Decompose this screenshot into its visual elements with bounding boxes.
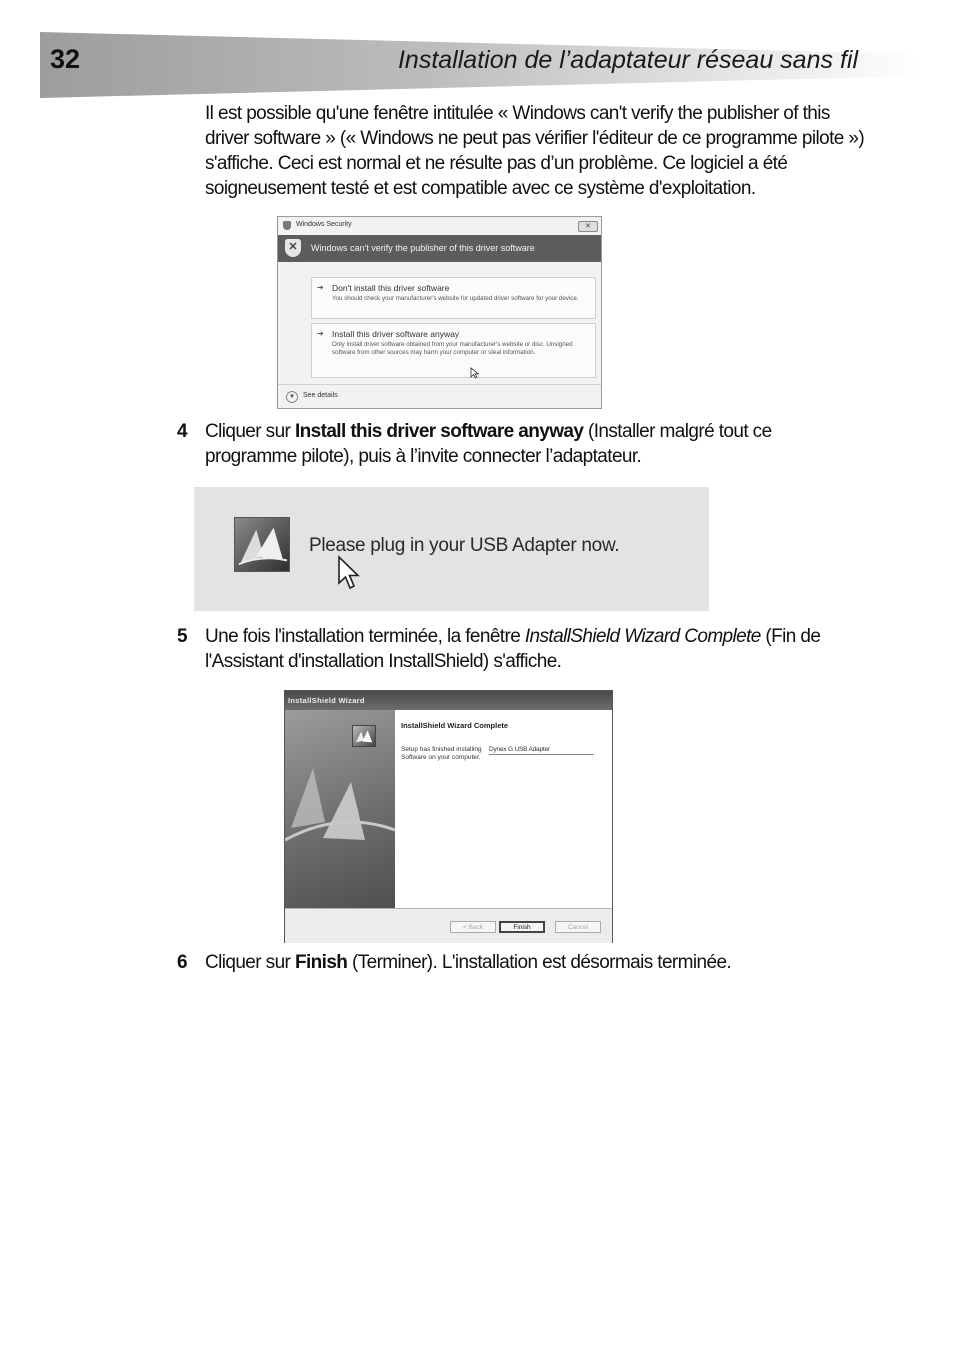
finish-button[interactable]: Finish (499, 921, 545, 933)
intro-line: Il est possible qu'une fenêtre intitulée « Windows can't verify the publisher of this (205, 103, 830, 124)
back-button[interactable]: < Back (450, 921, 496, 933)
installshield-dialog (284, 690, 613, 943)
install-anyway-option[interactable] (311, 323, 596, 378)
dialog-titlebar (285, 691, 612, 710)
warning-heading: Windows can't verify the publisher of this driver software (311, 243, 535, 253)
see-details-link[interactable]: See details (303, 392, 338, 399)
product-name: Dynex G USB Adapter (489, 746, 550, 753)
step-number: 4 (177, 421, 188, 442)
chevron-down-icon[interactable]: ▼ (286, 391, 298, 403)
step-4-text (205, 419, 865, 469)
step-number: 5 (177, 626, 188, 647)
intro-line: soigneusement testé et est compatible avec ce système d'exploitation. (205, 178, 756, 199)
dialog-title: InstallShield Wizard (288, 696, 365, 705)
wizard-message (401, 746, 482, 762)
step-text: (Terminer). L'installation est désormais terminée. (347, 952, 732, 973)
intro-paragraph (205, 101, 865, 201)
option-description: You should check your manufacturer's website for updated driver software for your device. (332, 295, 579, 302)
intro-line: driver software » (« Windows ne peut pas vérifier l'éditeur de ce programme pilote ») (205, 128, 865, 149)
dont-install-option[interactable] (311, 277, 596, 319)
close-icon[interactable]: ✕ (578, 221, 598, 232)
wizard-side-panel (285, 710, 395, 908)
windows-security-dialog (277, 216, 602, 409)
step-5-text (205, 624, 865, 674)
wizard-message-line: Software on your computer. (401, 754, 481, 761)
mouse-cursor-icon (470, 367, 480, 379)
option-title: Don't install this driver software (332, 283, 450, 293)
step-text: (Installer malgré tout ce (583, 421, 772, 442)
warning-shield-icon: ✕ (285, 239, 301, 257)
wizard-message-line: Setup has finished installing (401, 746, 482, 753)
arrow-right-icon: ➔ (317, 283, 324, 292)
page-number: 32 (50, 44, 81, 74)
step-number: 6 (177, 952, 188, 973)
usb-prompt (194, 487, 709, 611)
step-text: programme pilote), puis à l’invite connecter l’adaptateur. (205, 446, 642, 467)
step-text: l'Assistant d'installation InstallShield) s'affiche. (205, 651, 562, 672)
mouse-cursor-icon (337, 555, 361, 593)
adapter-logo-icon (234, 517, 290, 572)
step-text: Cliquer sur (205, 952, 295, 973)
step-text: (Fin de (760, 626, 821, 647)
option-description: Only install driver software obtained from your manufacturer's website or disc. Unsigned software from other sources may harm your computer or steal information. (332, 341, 573, 356)
running-title: Installation de l’adaptateur réseau sans fil (397, 46, 858, 74)
step-text: Cliquer sur (205, 421, 295, 442)
dialog-footer (278, 384, 601, 409)
arrow-right-icon: ➔ (317, 329, 324, 338)
step-text: Une fois l'installation terminée, la fenêtre (205, 626, 525, 647)
wizard-button-bar (285, 908, 612, 943)
dialog-titlebar (278, 217, 601, 235)
warning-banner (278, 235, 601, 262)
installshield-logo-icon (352, 725, 376, 747)
usb-prompt-message: Please plug in your USB Adapter now. (309, 535, 620, 556)
step-emphasis: InstallShield Wizard Complete (524, 626, 761, 647)
wizard-heading: InstallShield Wizard Complete (401, 721, 509, 730)
product-underline (489, 754, 594, 755)
shield-icon (283, 221, 291, 230)
dialog-title: Windows Security (296, 221, 352, 228)
step-emphasis: Finish (294, 952, 348, 973)
intro-line: s'affiche. Ceci est normal et ne résulte pas d’un problème. Ce logiciel a été (205, 153, 788, 174)
cancel-button[interactable]: Cancel (555, 921, 601, 933)
step-6-text (205, 950, 865, 975)
option-title: Install this driver software anyway (332, 329, 460, 339)
step-emphasis: Install this driver software anyway (294, 421, 584, 442)
